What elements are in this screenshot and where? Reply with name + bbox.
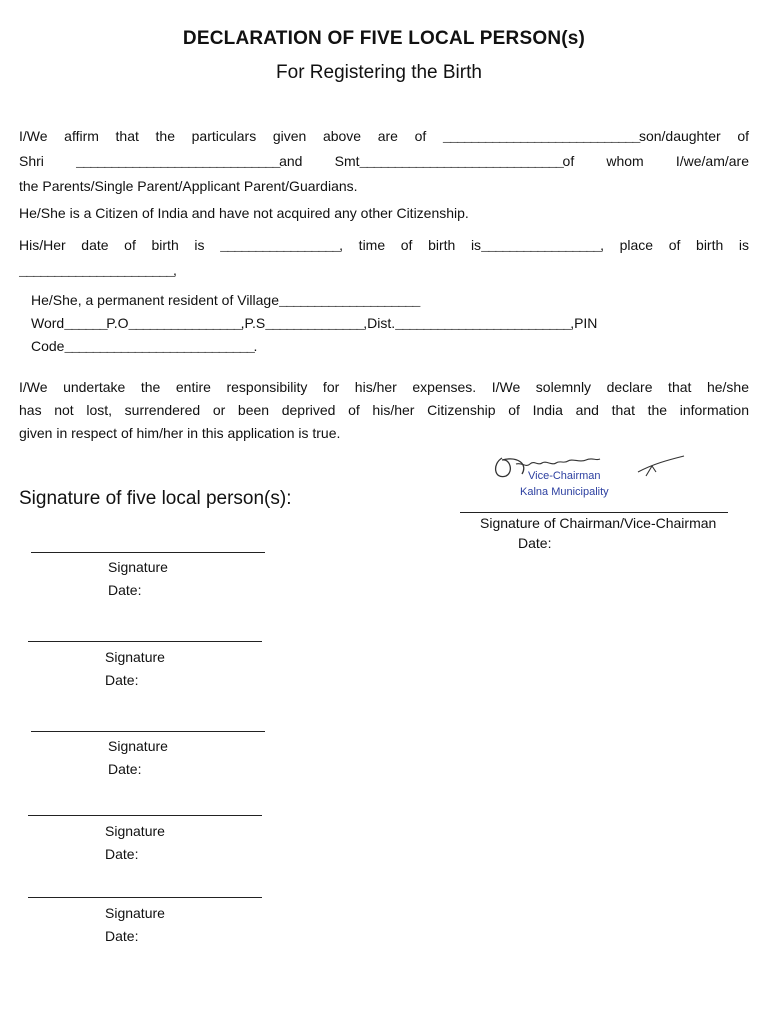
undertaking-line-1: I/We undertake the entire responsibility for his/her expenses. I/We solemnly declare that he/she — [19, 379, 749, 395]
birth-details-paragraph — [19, 234, 749, 284]
birth-details-line-2: ______________________, — [19, 262, 177, 280]
chairman-signature-label: Signature of Chairman/Vice-Chairman — [480, 515, 717, 531]
stamp-title: Vice-Chairman — [528, 470, 601, 482]
undertaking-paragraph — [19, 376, 749, 445]
date-of-birth-blank[interactable]: _________________ — [220, 239, 340, 255]
address-line-2: Word______P.O________________,P.S______________,Dist._________________________,PIN — [31, 315, 598, 333]
chairman-signature-stamp — [488, 450, 688, 506]
date-label-1: Date: — [108, 582, 142, 598]
address-line-1: He/She, a permanent resident of Village____________________ — [31, 292, 420, 310]
signature-label-2: Signature — [105, 649, 165, 665]
affirmation-line-3: the Parents/Single Parent/Applicant Parent/Guardians. — [19, 178, 358, 194]
signature-line-4[interactable] — [28, 815, 262, 816]
post-office-blank[interactable]: ________________ — [128, 317, 241, 333]
date-label-5: Date: — [105, 928, 139, 944]
affirmation-line-2: Shri _____________________________and Smt_____________________________of whom I/we/am/are — [19, 153, 749, 171]
signature-label-5: Signature — [105, 905, 165, 921]
father-name-blank[interactable]: _____________________________ — [76, 155, 280, 171]
signature-line-2[interactable] — [28, 641, 262, 642]
mother-name-blank[interactable]: _____________________________ — [359, 155, 563, 171]
place-of-birth-blank[interactable]: ______________________ — [19, 264, 174, 280]
stamp-organization: Kalna Municipality — [520, 486, 609, 498]
undertaking-line-2: has not lost, surrendered or been deprived of his/her Citizenship of India and that the information — [19, 402, 749, 418]
word-blank[interactable]: ______ — [64, 317, 107, 333]
affirmation-line-1: I/We affirm that the particulars given above are of ____________________________son/daughter of — [19, 128, 749, 146]
pin-code-blank[interactable]: ___________________________ — [64, 340, 254, 356]
child-name-blank[interactable]: ____________________________ — [442, 130, 639, 146]
local-persons-heading: Signature of five local person(s): — [19, 488, 292, 509]
time-of-birth-blank[interactable]: _________________ — [481, 239, 601, 255]
page-subtitle: For Registering the Birth — [276, 62, 482, 83]
affirmation-paragraph — [19, 125, 749, 198]
signature-line-1[interactable] — [31, 552, 265, 553]
date-label-4: Date: — [105, 846, 139, 862]
citizenship-statement: He/She is a Citizen of India and have not acquired any other Citizenship. — [19, 205, 469, 221]
signature-line-3[interactable] — [31, 731, 265, 732]
police-station-blank[interactable]: ______________ — [265, 317, 364, 333]
page-title: DECLARATION OF FIVE LOCAL PERSON(s) — [182, 28, 586, 49]
district-blank[interactable]: _________________________ — [395, 317, 571, 333]
signature-label-4: Signature — [105, 823, 165, 839]
date-label-2: Date: — [105, 672, 139, 688]
undertaking-line-3: given in respect of him/her in this application is true. — [19, 425, 341, 441]
birth-details-line-1: His/Her date of birth is _________________, time of birth is_________________, place of birth is — [19, 237, 750, 255]
signature-label-1: Signature — [108, 559, 168, 575]
signature-label-3: Signature — [108, 738, 168, 754]
village-blank[interactable]: ____________________ — [279, 294, 420, 310]
signature-line-5[interactable] — [28, 897, 262, 898]
date-label-3: Date: — [108, 761, 142, 777]
address-line-3: Code___________________________. — [31, 338, 258, 356]
chairman-date-label: Date: — [518, 535, 552, 551]
